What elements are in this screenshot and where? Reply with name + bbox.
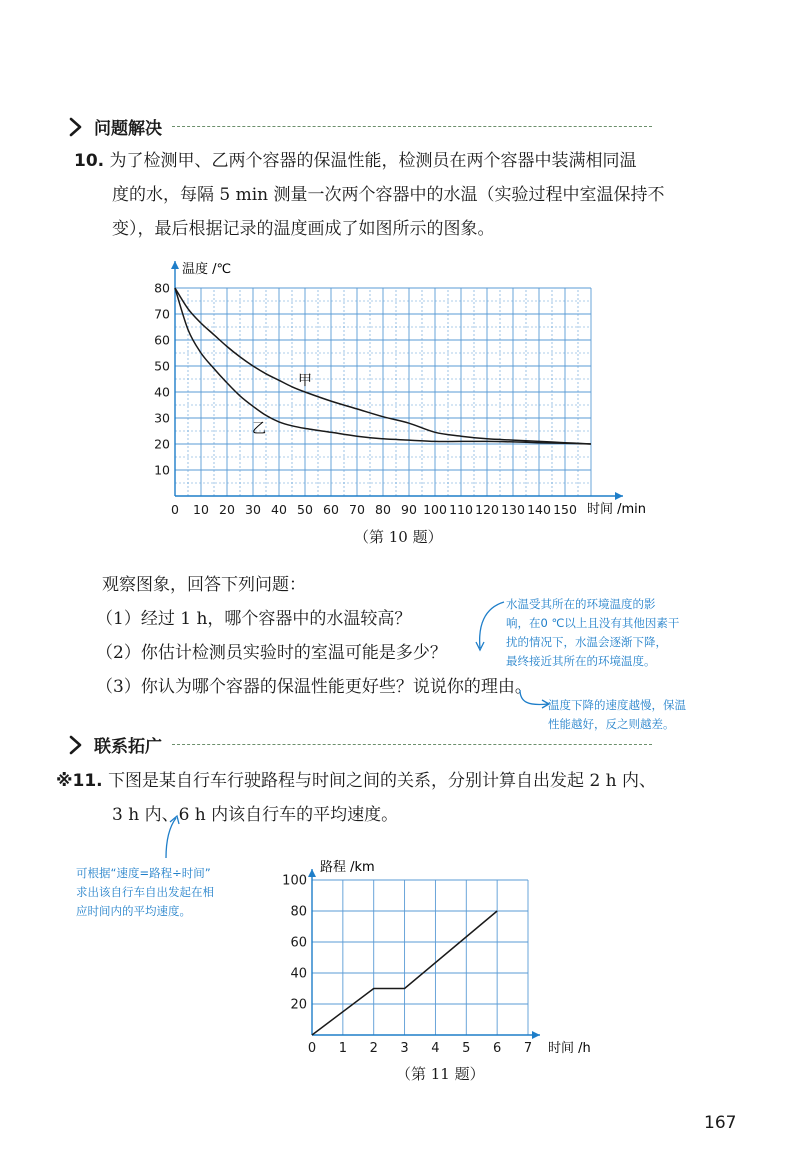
series-label-jia: 甲	[298, 373, 312, 389]
y-tick-label: 20	[154, 436, 170, 452]
y-tick-label: 50	[154, 358, 170, 374]
section-title: 问题解决	[94, 119, 162, 139]
subquestion-1: （1）经过 1 h，哪个容器中的水温较高？	[96, 609, 412, 629]
y-tick-label: 70	[154, 306, 170, 322]
x-tick-label: 130	[501, 502, 525, 517]
question-11	[56, 764, 656, 832]
x-tick-label: 1	[338, 1041, 347, 1056]
y-tick-label: 40	[290, 966, 307, 982]
question-line: 度的水，每隔 5 min 测量一次两个容器中的水温（实验过程中室温保持不	[112, 185, 665, 205]
question-10	[74, 144, 665, 246]
x-tick-label: 120	[475, 502, 499, 517]
x-tick-label: 90	[401, 502, 417, 517]
tip-note-insulation	[548, 696, 686, 734]
section-header-extension	[66, 732, 652, 757]
x-tick-label: 4	[431, 1041, 440, 1056]
x-tick-label: 6	[493, 1041, 502, 1056]
note-line: 性能越好，反之则越差。	[548, 717, 675, 731]
note-line: 扰的情况下，水温会逐渐下降，	[506, 635, 667, 649]
question-line: 为了检测甲、乙两个容器的保温性能，检测员在两个容器中装满相同温	[109, 151, 637, 171]
tip-note-speed-formula	[76, 864, 214, 921]
chart-grid	[312, 880, 528, 1035]
y-tick-label: 20	[290, 997, 307, 1013]
x-tick-label: 100	[423, 502, 447, 517]
note-pointer-arrow	[470, 598, 510, 658]
x-tick-label: 10	[193, 502, 209, 517]
subquestion-3: （3）你认为哪个容器的保温性能更好些？说说你的理由。	[96, 677, 532, 697]
note-line: 可根据“速度=路程÷时间”	[76, 866, 211, 880]
section-divider	[172, 126, 652, 127]
x-axis-arrow	[615, 492, 623, 500]
note-line: 响，在0 ℃以上且没有其他因素干	[506, 616, 680, 630]
x-tick-label: 3	[400, 1041, 409, 1056]
section-divider	[172, 744, 652, 745]
chevron-right-icon	[66, 733, 92, 757]
y-tick-label: 10	[154, 462, 170, 478]
y-axis-arrow	[308, 869, 316, 877]
x-tick-label: 40	[271, 502, 287, 517]
x-axis-label: 时间 /min	[587, 502, 647, 517]
question-line: 3 h 内、6 h 内该自行车的平均速度。	[112, 805, 399, 825]
x-tick-label: 0	[307, 1041, 317, 1056]
x-tick-label: 0	[171, 502, 179, 517]
y-tick-label: 30	[154, 410, 170, 426]
chart-axes	[171, 261, 623, 500]
question-10-prompt	[102, 568, 306, 602]
prompt-text: 观察图象，回答下列问题：	[102, 575, 306, 595]
x-tick-label: 5	[462, 1041, 471, 1056]
y-tick-label: 60	[154, 332, 170, 348]
chart-tick-labels	[154, 281, 577, 518]
y-axis-label: 温度 /℃	[182, 262, 232, 277]
y-axis-label: 路程 /km	[320, 860, 375, 875]
x-tick-label: 30	[245, 502, 261, 517]
y-tick-label: 100	[282, 873, 307, 889]
x-tick-label: 60	[323, 502, 339, 517]
x-tick-label: 140	[527, 502, 551, 517]
section-header-problem-solving	[66, 114, 652, 139]
x-tick-label: 150	[553, 502, 577, 517]
note-line: 应时间内的平均速度。	[76, 904, 191, 918]
x-tick-label: 70	[349, 502, 365, 517]
note-line: 最终接近其所在的环境温度。	[506, 654, 656, 668]
x-tick-label: 50	[297, 502, 313, 517]
subquestion-2: （2）你估计检测员实验时的室温可能是多少？	[96, 643, 447, 663]
y-tick-label: 40	[154, 384, 170, 400]
chevron-right-icon	[66, 115, 92, 139]
x-tick-label: 7	[523, 1041, 533, 1056]
question-10-subquestions	[96, 602, 532, 704]
note-line: 水温受其所在的环境温度的影	[506, 597, 656, 611]
question-number: 10.	[74, 151, 105, 171]
x-axis-label: 时间 /h	[548, 1041, 591, 1056]
question-line: 变），最后根据记录的温度画成了如图所示的图象。	[112, 219, 495, 239]
y-tick-label: 80	[290, 904, 307, 920]
chart-grid	[175, 288, 591, 496]
x-axis-arrow	[532, 1031, 540, 1039]
question-line: 下图是某自行车行驶路程与时间之间的关系，分别计算自出发起 2 h 内、	[108, 771, 657, 791]
y-tick-label: 80	[154, 280, 170, 296]
x-tick-label: 80	[375, 502, 391, 517]
y-tick-label: 60	[290, 935, 307, 951]
y-axis-arrow	[171, 261, 179, 269]
x-tick-label: 20	[219, 502, 235, 517]
temperature-chart	[145, 255, 665, 523]
section-title: 联系拓广	[94, 737, 162, 757]
note-line: 求出该自行车自出发起在相	[76, 885, 214, 899]
note-pointer-arrow	[160, 812, 190, 862]
x-tick-label: 2	[369, 1041, 378, 1056]
tip-note-water-temperature	[506, 595, 679, 671]
note-line: 温度下降的速度越慢，保温	[548, 698, 686, 712]
page-number: 167	[704, 1113, 737, 1133]
question-number: ※11.	[56, 771, 103, 791]
series-label-yi: 乙	[252, 421, 266, 437]
figure-caption: （第 10 题）	[354, 528, 443, 546]
figure-caption: （第 11 题）	[396, 1065, 485, 1083]
x-tick-label: 110	[449, 502, 473, 517]
distance-chart	[270, 855, 610, 1065]
